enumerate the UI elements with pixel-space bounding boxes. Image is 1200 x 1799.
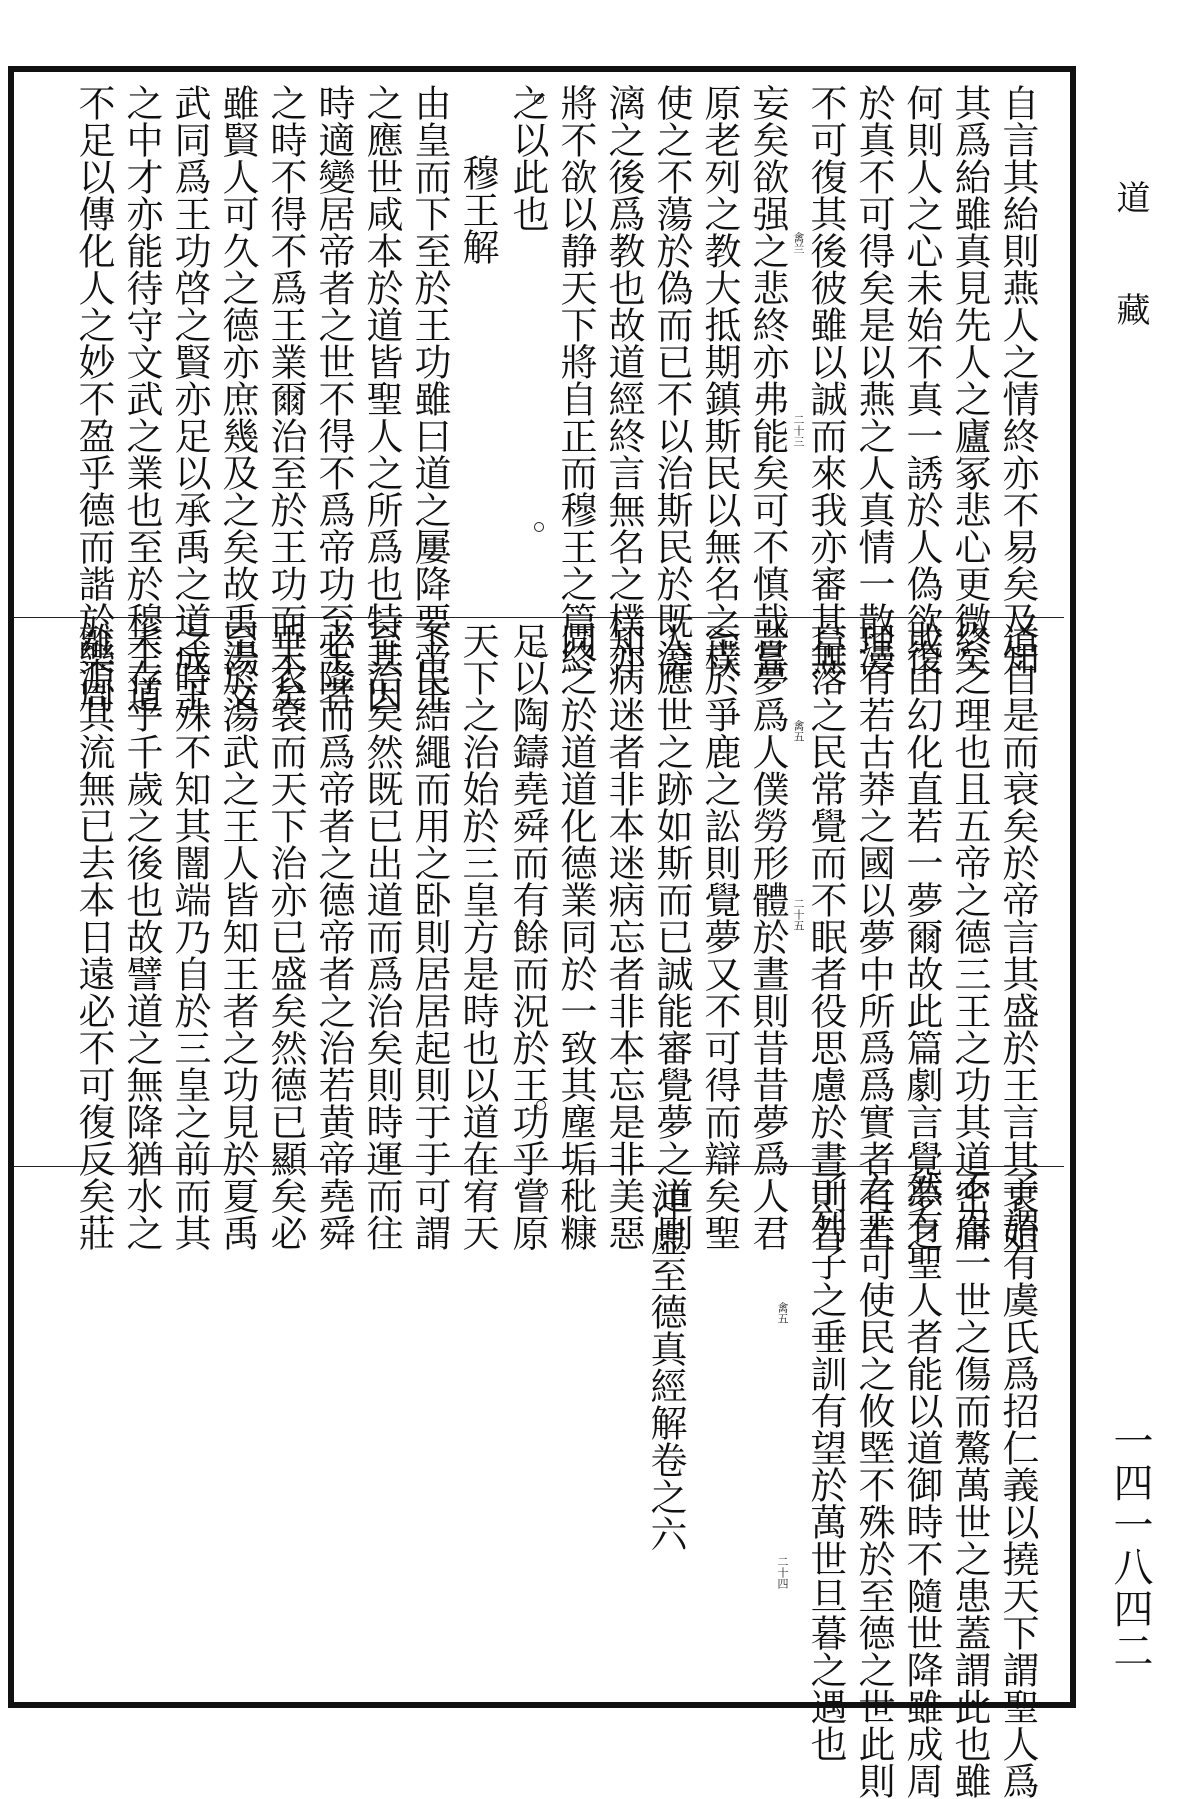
text-column: 天下之治始於三皇方是時也以道在宥天 — [456, 622, 499, 1251]
text-column: 之中才亦能待守文武之業也至於穆王道 — [120, 84, 163, 713]
punctuation-circle — [536, 1100, 546, 1110]
text-column: 何則人之心未始不真一誘於人偽欲復 — [900, 84, 943, 676]
text-column: 其爲紿雖真見先人之廬冢悲心更微矣 — [948, 84, 991, 676]
text-column: 離源其流無已去本日遠必不可復反矣莊 — [72, 622, 115, 1251]
text-column: 之時不得不爲王業爾治至於王功而末矣 — [264, 84, 307, 713]
margin-annotation: 禽五 — [792, 720, 805, 742]
text-column: 道自是而衰矣於帝言其盛於王言其衰始 — [996, 622, 1039, 1251]
text-panel-middle — [14, 622, 1064, 1251]
text-column: 然有聖人者能以道御時不隨世降雖成周 — [900, 1170, 943, 1799]
text-column: 武同爲王功啓之賢亦足以承禹之道成王 — [168, 84, 211, 713]
text-column: 阜落之民常覺而不眠者役思慮於晝則昔 — [804, 622, 847, 1251]
text-column: 之以此也 — [506, 84, 549, 232]
text-column: 垂衣裳而天下治亦已盛矣然德已顯矣必 — [264, 622, 307, 1251]
text-panel-top — [14, 84, 1064, 713]
scroll-end-title: 沖虚至德真經解卷之六 — [644, 1182, 687, 1552]
text-column: 至治矣然既已出道而爲治矣則時運而往 — [360, 622, 403, 1251]
punctuation-circle — [538, 1186, 548, 1196]
text-column: 之王可使民之攸塈不殊於至德之世此則 — [852, 1170, 895, 1799]
margin-annotation: 二十四 — [776, 1556, 789, 1589]
margin-title-top: 道 — [1110, 180, 1150, 214]
text-column: 之時殊不知其闇端乃自於三皇之前而其 — [168, 622, 211, 1251]
text-column: 之應世咸本於道皆聖人之所爲也特其因 — [360, 84, 403, 713]
text-panel-bottom — [14, 1170, 1064, 1799]
text-column: 妄矣欲强之悲終亦弗能矣可不慎哉嘗 — [746, 84, 789, 676]
text-column: 漓之後爲教也故道經終言無名之樸亦 — [602, 84, 645, 676]
margin-annotation: 禽五 — [776, 1302, 789, 1324]
text-column: 不可復其後彼雖以誠而來我亦審其無 — [804, 84, 847, 676]
text-column: 必降而爲帝者之德帝者之治若黄帝堯舜 — [312, 622, 355, 1251]
text-column: 不足以傳化人之妙不盈乎德而諧於樂周 — [72, 84, 115, 713]
text-column: 至於爭鹿之訟則覺夢又不可得而辯矣聖 — [698, 622, 741, 1251]
text-column: 人應世之跡如斯而已誠能審覺夢之道則 — [650, 622, 693, 1251]
text-column: 同之於道道化德業同於一致其塵垢秕糠 — [554, 622, 597, 1251]
punctuation-circle — [536, 648, 546, 658]
margin-annotation: 二十五 — [792, 898, 805, 931]
text-column: 使之不蕩於偽而已不以治斯民於既澆 — [650, 84, 693, 676]
text-column: 或由幻化直若一夢爾故此篇劇言覺夢之 — [900, 622, 943, 1251]
text-column: 雖賢人可久之德亦庶幾及之矣故禹湯文 — [216, 84, 259, 713]
margin-annotation: 禽兰 — [792, 232, 805, 254]
text-column: 時適變居帝者之世不得不爲帝功至王者 — [312, 84, 355, 713]
text-column: 自言其紿則燕人之情終亦不易矣及知 — [996, 84, 1039, 676]
text-column: 終之理也且五帝之德三王之功其道密庸 — [948, 622, 991, 1251]
punctuation-circle — [534, 522, 544, 532]
text-column: 昔夢爲人僕勞形體於晝則昔昔夢爲人君 — [746, 622, 789, 1251]
text-column: 於真不可得矣是以燕之人真情一散漫 — [852, 84, 895, 676]
text-column: 將不欲以静天下將自正而穆王之篇終 — [554, 84, 597, 676]
margin-annotation: 二十三 — [792, 414, 805, 447]
section-heading: 穆王解 — [456, 154, 499, 265]
text-column: 原老列之教大抵期鎮斯民以無名之樸 — [698, 84, 741, 676]
text-column: 不忍一世之傷而驁萬世之患蓋謂此也雖 — [948, 1170, 991, 1799]
text-column: 下民結繩而用之卧則居居起則于于可謂 — [408, 622, 451, 1251]
text-column: 理有若古莽之國以夢中所爲爲實者有若 — [852, 622, 895, 1251]
text-column: 由皇而下至於王功雖曰道之屢降要帝王 — [408, 84, 451, 713]
text-column: 至於湯武之王人皆知王者之功見於夏禹 — [216, 622, 259, 1251]
text-column: 子列子之垂訓有望於萬世旦暮之遇也 — [804, 1170, 847, 1762]
margin-title-bottom: 藏 — [1110, 292, 1150, 326]
text-column: 子謂有虞氏爲招仁義以撓天下謂聖人爲 — [996, 1170, 1039, 1799]
page-number: 一四一八四二 — [1107, 1420, 1153, 1672]
text-column: 知病迷者非本迷病忘者非本忘是非美惡 — [602, 622, 645, 1251]
text-column: 未存乎千歲之後也故譬道之無降猶水之 — [120, 622, 163, 1251]
text-column: 足以陶鑄堯舜而有餘而況於王功乎嘗原 — [506, 622, 549, 1251]
punctuation-circle — [534, 94, 544, 104]
